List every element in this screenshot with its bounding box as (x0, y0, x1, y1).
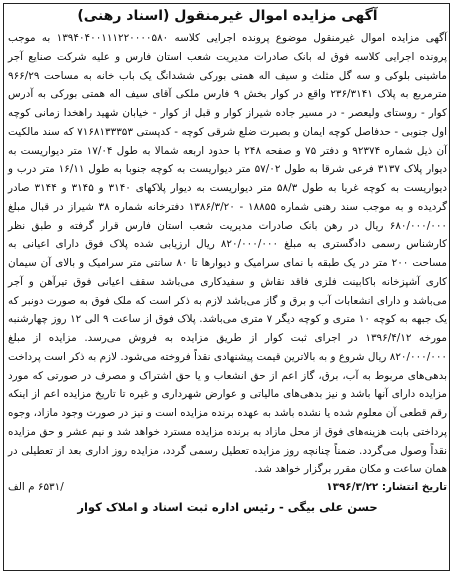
publication-date: تاریخ انتشار: ۱۳۹۶/۳/۲۲ (326, 481, 447, 493)
publication-row (8, 479, 447, 496)
auction-notice (8, 6, 447, 516)
notice-footer (8, 479, 447, 516)
reference-code: /۶۵۳۱ م الف (8, 481, 64, 493)
notice-body: آگهی مزایده اموال غیرمنقول موضوع پرونده اجرایی کلاسه ۱۳۹۴۰۴۰۰۱۱۱۲۲۰۰۰۰۵۸۰ به موجب پرونده اجرایی کلاسه فوق له بانک صادرات مدیریت شعب استان فارس و علیه شرکت صنایع آجر ماشینی بلوکی و سه گل مثلث و سیف اله همتی بورکی ششدانگ یک باب خانه به مساحت ۹۶۶/۲۹ مترمربع به پلاک ۲۳۶/۳۱۴۱ واقع در کوار بخش ۹ فارس ملکی آقای سیف اله همتی بورکی به آدرس کوار - روستای ولیعصر - در مسیر جاده شیراز کوار و قبل از کوار - خیابان شهید راهخدا زمانی کوچه اول جنوبی - حدفاصل کوچه ایمان و بصیرت ضلع شرقی کوچه - کدپستی ۷۱۶۸۱۳۳۳۵۳ که سند مالکیت آن ذیل شماره ۹۲۳۷۴ و دفتر ۷۵ و صفحه ۲۴۸ با حدود اربعه شمالا به طول ۱۷/۰۴ متر دیواریست به دیوار پلاک ۳۱۳۷ فرعی شرقا به طول ۵۷/۰۲ متر دیواریست به کوچه جنوبا به طول ۱۶/۱۱ متر درب و دیواریست به کوچه غربا به طول ۵۸/۳ متر دیواریست به دیوار پلاکهای ۳۱۴۰ و ۳۱۴۵ و ۳۱۴۴ صادر گردیده و به موجب سند رهنی شماره ۱۸۸۵۵ - ۱۳۸۶/۳/۲۰ دفترخانه شماره ۳۸ شیراز در قبال مبلغ ۶۸۰/۰۰۰/۰۰۰ ریال در رهن بانک صادرات مدیریت شعب استان فارس قرار گرفته و طبق نظر کارشناس رسمی دادگستری به مبلغ ۸۲۰/۰۰۰/۰۰۰ ریال ارزیابی شده پلاک فوق دارای اعیانی به مساحت ۲۰۰ متر در یک طبقه با نمای سرامیک و دیوارها تا ۸۰ سانتی متر سرامیک و بالای آن سیمان کاری آشپزخانه باکابینت فلزی فاقد نقاش و سفیدکاری می‌باشد سقف اعیانی فوق تیرآهن و آجر می‌باشد و دارای انشعابات آب و برق و گاز می‌باشد لازم به ذکر است که ملک فوق به صورت دونبر که یک جبهه به کوچه ۱۰ متری و کوچه دیگر ۷ متری می‌باشد. پلاک فوق از ساعت ۹ الی ۱۲ روز چهارشنبه مورخه ۱۳۹۶/۴/۱۲ در اجرای ثبت کوار از طریق مزایده به فروش می‌رسد. مزایده از مبلغ ۸۲۰/۰۰۰/۰۰۰ ریال شروع و به بالاترین قیمت پیشنهادی نقداً فروخته می‌شود. لازم به ذکر است پرداخت بدهی‌های مربوط به آب، برق، گاز اعم از حق انشعاب و یا حق اشتراک و مصرف در صورتی که مورد مزایده دارای آنها باشد و نیز بدهی‌های مالیاتی و عوارض شهرداری و غیره تا تاریخ مزایده اعم از اینکه رقم قطعی آن معلوم شده یا نشده باشد به عهده برنده مزایده است و نیز در صورت وجود مازاد، وجوه پرداختی بابت هزینه‌های فوق از محل مازاد به برنده مزایده مسترد خواهد شد و نیم عشر و حق مزایده نقداً وصول می‌گردد. ضمناً چنانچه روز مزایده تعطیل رسمی گردد، مزایده روز اداری بعد از تعطیلی در همان ساعت و مکان مقرر برگزار خواهد شد. (8, 32, 448, 476)
signature-line: حسن علی بیگی - رئیس اداره ثبت اسناد و املاک کوار (77, 500, 378, 514)
notice-title: آگهی مزایده اموال غیرمنقول (اسناد رهنی) (77, 8, 378, 24)
